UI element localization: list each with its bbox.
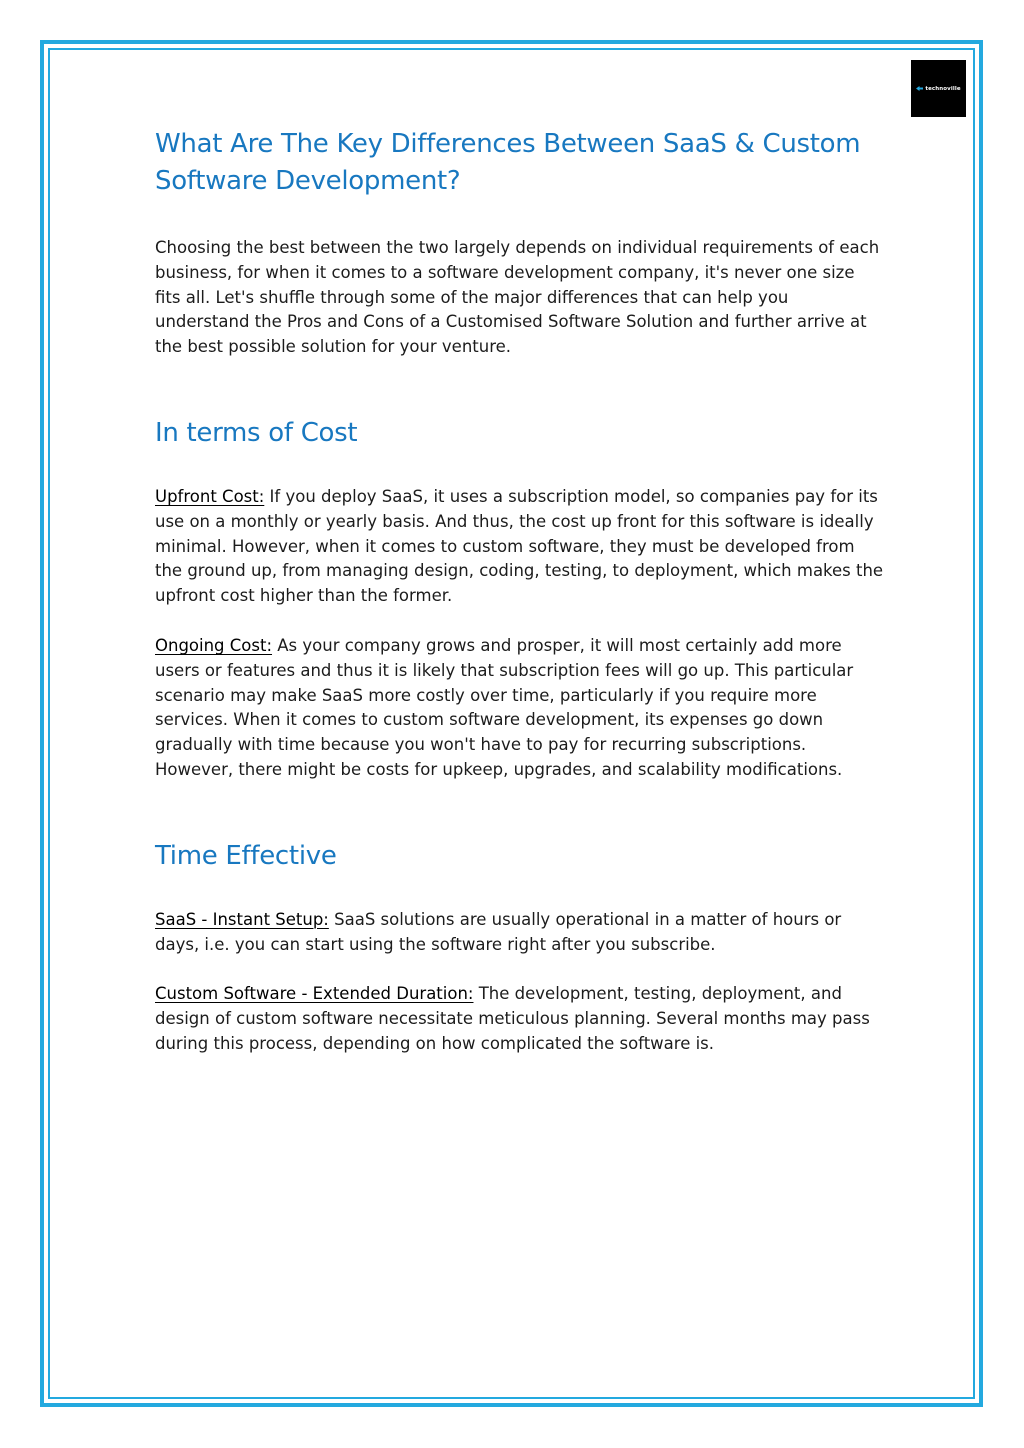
page-title: What Are The Key Differences Between SaaS & Custom Software Development?: [155, 129, 861, 196]
paragraph-body: If you deploy SaaS, it uses a subscription model, so companies pay for its use on a monthly or yearly basis. And thus, the cost up front for this software is ideally minimal. However, when it comes to custom software, they must be developed from the ground up, from managing design, coding, testing, to deployment, which makes the upfront cost higher than the former.: [155, 486, 884, 606]
section-heading-cost: In terms of Cost: [155, 417, 358, 448]
paragraph-body: SaaS solutions are usually operational in a matter of hours or days, i.e. you can start using the software right after you subscribe.: [155, 909, 842, 954]
article: [155, 126, 885, 1057]
technoville-mark-icon: [916, 86, 923, 91]
paragraph-ongoing-cost: [155, 634, 885, 783]
paragraph-saas-setup: [155, 908, 885, 958]
section-heading-time: Time Effective: [155, 840, 337, 871]
intro-paragraph: Choosing the best between the two largely depends on individual requirements of each business, for when it comes to a software development company, it's never one size fits all. Let's shuffle through some of the major differences that can help you understand the Pros and Cons of a Customised Software Solution and further arrive at the best possible solution for your venture.: [155, 238, 880, 357]
paragraph-lead: SaaS - Instant Setup:: [155, 909, 329, 929]
paragraph-lead: Custom Software - Extended Duration:: [155, 984, 474, 1004]
paragraph-body: As your company grows and prosper, it will most certainly add more users or features and thus it is likely that subscription fees will go up. This particular scenario may make SaaS more costly over time, particularly if you require more services. When it comes to custom software development, its expenses go down gradually with time because you won't have to pay for recurring subscriptions. However, there might be costs for upkeep, upgrades, and scalability modifications.: [155, 635, 854, 779]
paragraph-body: The development, testing, deployment, and design of custom software necessitate meticulous planning. Several months may pass during this process, depending on how complicated the software is.: [155, 984, 870, 1053]
technoville-logo: [911, 60, 966, 117]
logo-text: technoville: [925, 85, 961, 92]
paragraph-custom-duration: [155, 982, 885, 1056]
paragraph-lead: Upfront Cost:: [155, 486, 265, 506]
paragraph-lead: Ongoing Cost:: [155, 635, 273, 655]
paragraph-upfront-cost: [155, 485, 885, 609]
